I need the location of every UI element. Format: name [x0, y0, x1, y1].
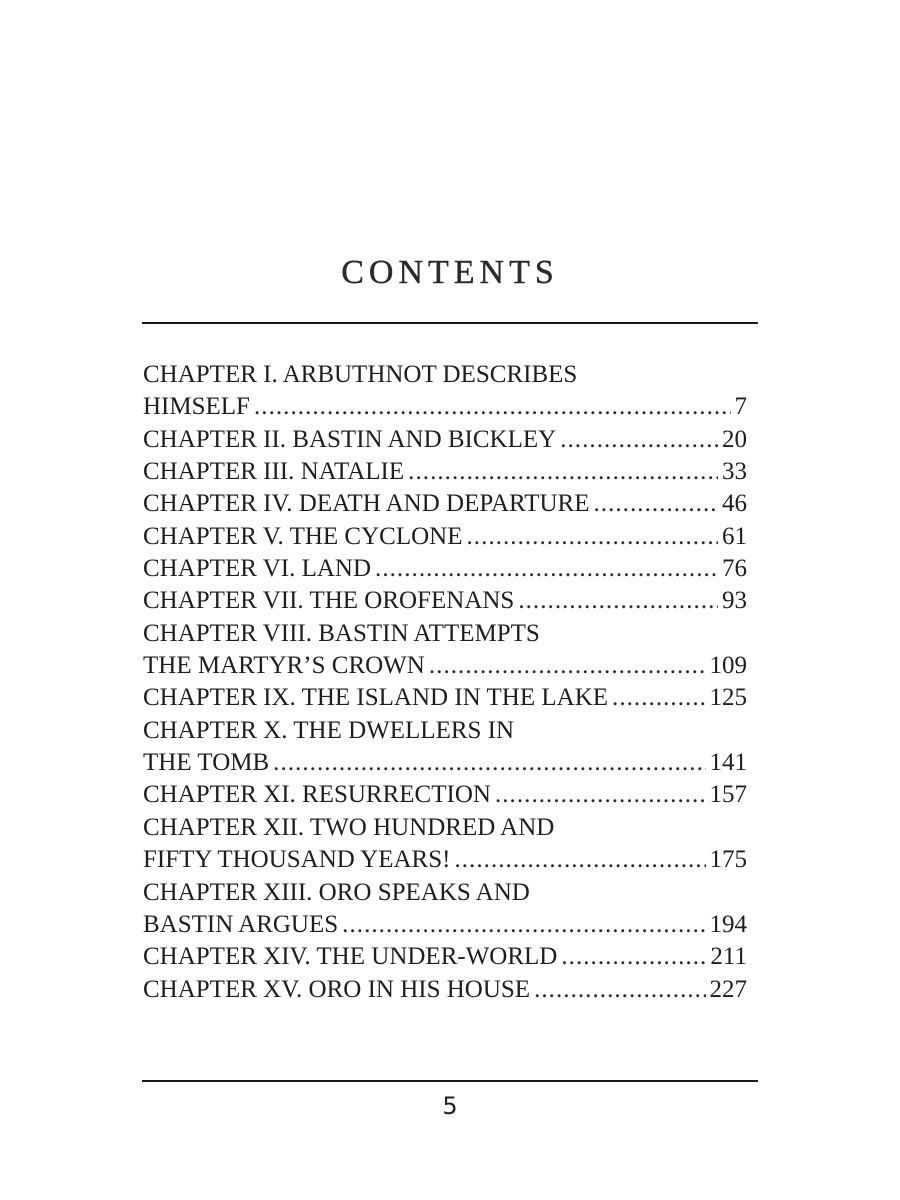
toc-entry-line-final — [143, 941, 747, 973]
chapter-page-number: 125 — [709, 684, 747, 712]
dot-leader — [375, 553, 718, 585]
bottom-divider — [142, 1080, 758, 1082]
toc-entry[interactable] — [143, 456, 747, 488]
toc-entry[interactable] — [143, 974, 747, 1006]
toc-entry-line-final — [143, 909, 747, 941]
page-title: CONTENTS — [341, 254, 559, 291]
page-number: 5 — [442, 1092, 458, 1120]
toc-entry-line-final — [143, 521, 747, 553]
dot-leader — [342, 909, 705, 941]
chapter-page-number: 157 — [709, 781, 747, 809]
chapter-title: CHAPTER II. BASTIN AND BICKLEY — [143, 425, 557, 453]
toc-entry-line-final — [143, 650, 747, 682]
dot-leader — [560, 424, 718, 456]
chapter-page-number: 61 — [722, 522, 747, 550]
chapter-title: CHAPTER XIV. THE UNDER-WORLD — [143, 943, 558, 971]
toc-entry[interactable] — [143, 359, 747, 424]
toc-entry-line-final — [143, 585, 747, 617]
toc-entry-line-final — [143, 391, 747, 423]
toc-entry[interactable] — [143, 877, 747, 942]
chapter-title: THE MARTYR’S CROWN — [143, 652, 425, 680]
chapter-title: CHAPTER VI. LAND — [143, 555, 372, 583]
toc-entry[interactable] — [143, 424, 747, 456]
toc-entry[interactable] — [143, 488, 747, 520]
chapter-title: CHAPTER XII. TWO HUNDRED AND — [143, 813, 555, 841]
toc-entry-line — [143, 359, 747, 391]
chapter-title: CHAPTER X. THE DWELLERS IN — [143, 716, 515, 744]
toc-entry[interactable] — [143, 812, 747, 877]
toc-entry-line — [143, 877, 747, 909]
chapter-title: HIMSELF — [143, 393, 250, 421]
chapter-title: CHAPTER XV. ORO IN HIS HOUSE — [143, 975, 531, 1003]
toc-entry-line — [143, 715, 747, 747]
dot-leader — [518, 585, 718, 617]
dot-leader — [466, 521, 718, 553]
table-of-contents — [143, 359, 747, 1006]
dot-leader — [408, 456, 718, 488]
toc-entry-line-final — [143, 747, 747, 779]
toc-entry[interactable] — [143, 779, 747, 811]
chapter-title: CHAPTER XIII. ORO SPEAKS AND — [143, 878, 530, 906]
toc-entry-line — [143, 618, 747, 650]
chapter-page-number: 93 — [722, 587, 747, 615]
chapter-page-number: 211 — [710, 943, 747, 971]
toc-entry-line-final — [143, 844, 747, 876]
chapter-title: FIFTY THOUSAND YEARS! — [143, 846, 451, 874]
toc-entry[interactable] — [143, 521, 747, 553]
toc-entry-line-final — [143, 553, 747, 585]
chapter-page-number: 46 — [722, 490, 747, 518]
dot-leader — [429, 650, 706, 682]
chapter-page-number: 141 — [709, 749, 747, 777]
chapter-title: CHAPTER XI. RESURRECTION — [143, 781, 491, 809]
toc-entry-line-final — [143, 779, 747, 811]
chapter-title: CHAPTER IX. THE ISLAND IN THE LAKE — [143, 684, 609, 712]
toc-entry-line-final — [143, 974, 747, 1006]
toc-entry[interactable] — [143, 682, 747, 714]
dot-leader — [593, 488, 718, 520]
chapter-title: THE TOMB — [143, 749, 270, 777]
chapter-page-number: 109 — [709, 652, 747, 680]
chapter-title: BASTIN ARGUES — [143, 910, 339, 938]
chapter-title: CHAPTER V. THE CYCLONE — [143, 522, 463, 550]
chapter-page-number: 7 — [734, 393, 747, 421]
dot-leader — [273, 747, 705, 779]
chapter-page-number: 33 — [722, 458, 747, 486]
chapter-title: CHAPTER VIII. BASTIN ATTEMPTS — [143, 619, 540, 647]
chapter-page-number: 76 — [722, 555, 747, 583]
toc-entry-line-final — [143, 456, 747, 488]
chapter-page-number: 227 — [709, 975, 747, 1003]
toc-entry-line — [143, 812, 747, 844]
chapter-title: CHAPTER III. NATALIE — [143, 458, 405, 486]
dot-leader — [561, 941, 706, 973]
toc-entry-line-final — [143, 682, 747, 714]
toc-entry[interactable] — [143, 715, 747, 780]
top-divider — [142, 322, 758, 324]
toc-entry[interactable] — [143, 618, 747, 683]
toc-entry-line-final — [143, 488, 747, 520]
chapter-page-number: 175 — [709, 846, 747, 874]
dot-leader — [612, 682, 705, 714]
toc-entry-line-final — [143, 424, 747, 456]
dot-leader — [254, 391, 731, 423]
chapter-title: CHAPTER VII. THE OROFENANS — [143, 587, 515, 615]
dot-leader — [454, 844, 705, 876]
dot-leader — [534, 974, 705, 1006]
toc-entry[interactable] — [143, 585, 747, 617]
chapter-title: CHAPTER IV. DEATH AND DEPARTURE — [143, 490, 590, 518]
chapter-page-number: 20 — [722, 425, 747, 453]
toc-entry[interactable] — [143, 553, 747, 585]
chapter-page-number: 194 — [709, 910, 747, 938]
toc-entry[interactable] — [143, 941, 747, 973]
chapter-title: CHAPTER I. ARBUTHNOT DESCRIBES — [143, 361, 578, 388]
dot-leader — [495, 779, 706, 811]
